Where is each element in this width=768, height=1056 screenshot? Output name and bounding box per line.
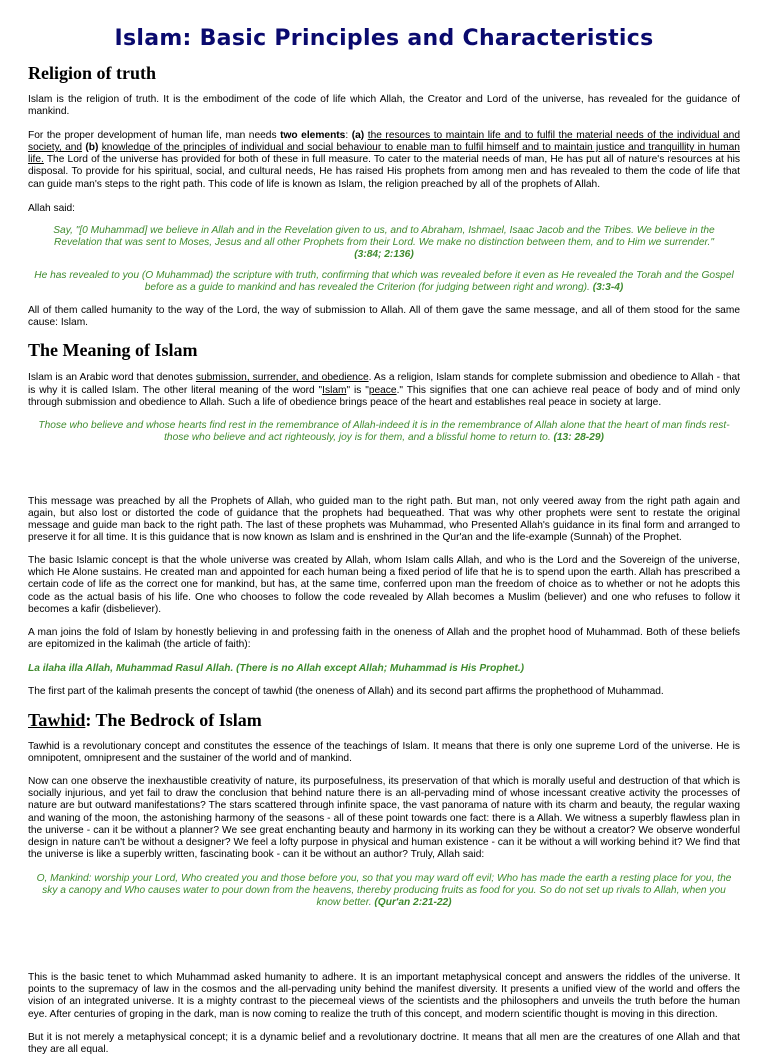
- heading-tawhid: [28, 709, 740, 731]
- paragraph: Islam is the religion of truth. It is the embodiment of the code of life which Allah, the Creator and Lord of the universe, has revealed for the guidance of mankind.: [28, 94, 740, 118]
- heading-meaning-of-islam: The Meaning of Islam: [28, 340, 198, 361]
- text: :: [345, 130, 352, 142]
- heading-text: : The Bedrock of Islam: [85, 710, 262, 731]
- quote-reference: (3:84; 2:136): [354, 248, 414, 260]
- quote-text: O, Mankind: worship your Lord, Who created you and those before you, so that you may ward off evil; Who has made the earth a resting place for you, the sky a canopy and Who causes water to pour down from the heavens, thereby producing fruits as food for you. So do not set up rivals to Allah, when you know better.: [36, 872, 732, 909]
- quote: [28, 873, 740, 909]
- kalimah: La ilaha illa Allah, Muhammad Rasul Allah. (There is no Allah except Allah; Muhammad is His Prophet.): [28, 662, 525, 674]
- paragraph: The first part of the kalimah presents the concept of tawhid (the oneness of Allah) and its second part affirms the prophethood of Muhammad.: [28, 686, 664, 697]
- bold-text: two elements: [280, 130, 346, 142]
- quote: [28, 420, 740, 444]
- heading-religion-of-truth: Religion of truth: [28, 63, 156, 83]
- quote-reference: (Qur'an 2:21-22): [374, 897, 452, 909]
- underlined-text: knowledge of the principles of individual and social behaviour to enable man to fulfil himself and to maintain justice and tranquillity in human life.: [28, 142, 740, 166]
- quote-reference: (13: 28-29): [553, 431, 604, 443]
- bold-text: (a): [351, 130, 365, 142]
- quote-text: Those who believe and whose hearts find rest in the remembrance of Allah-indeed it is in the remembrance of Allah alone that the heart of man finds rest-those who believe and act righteously, joy is for them, and a blissful home to return to.: [38, 419, 730, 443]
- paragraph: Now can one observe the inexhaustible creativity of nature, its purposefulness, its preservation of that which is morally useful and destruction of that which is socially injurious, and yet fail to draw the conclusion that behind nature there is an all-pervading mind of whose incessant creative activity the processes of nature are but outward manifestations? The stars scattered through infinite space, the vast panorama of nature with its charm and beauty, the regular waxing and waning of the moon, the astonishing harmony of the seasons - all of these point towards one fact: there is a Allah. We witness a superbly flawless plan in the universe - can it be without a planner? We see great enchanting beauty and harmony in its working can they be without a creator? We observe wonderful design in nature can't be without a designer? We feel a lofty purpose in physical and human existence - can it be without a will working behind it? We find that the universe is like a superbly written, fascinating book - can it be without an author? Truly, Allah said:: [28, 776, 740, 860]
- quote-text: Say, "[0 Muhammad] we believe in Allah and in the Revelation given to us, and to Abraham, Ishmael, Isaac Jacob and the Tribes. We believe in the Revelation that was sent to Moses, Jesus and all other Prophets from their Lord. We make no distinction between them, and to Him we surrender.": [53, 224, 715, 248]
- text: For the proper development of human life, man needs: [28, 130, 281, 142]
- page-title: Islam: Basic Principles and Characteristics: [114, 26, 654, 51]
- heading-underlined-word: Tawhid: [28, 710, 86, 731]
- quote: [28, 270, 740, 294]
- text: Islam is an Arabic word that denotes: [28, 372, 196, 384]
- paragraph: But it is not merely a metaphysical concept; it is a dynamic belief and a revolutionary doctrine. It means that all men are the creatures of one Allah and that they are all equal.: [28, 1031, 740, 1055]
- paragraph: [28, 372, 740, 408]
- bold-text: (b): [85, 142, 99, 154]
- paragraph: A man joins the fold of Islam by honestly believing in and professing faith in the oneness of Allah and the prophet hood of Muhammad. Both of these beliefs are epitomized in the kalimah (the article of faith):: [28, 626, 740, 650]
- text: . As a religion, Islam stands for complete submission and obedience to Allah - that is why it is called Islam. The other literal meaning of the word ": [28, 372, 740, 396]
- quote-reference: (3:3-4): [592, 282, 624, 294]
- paragraph: This is the basic tenet to which Muhammad asked humanity to adhere. It is an important metaphysical concept and answers the riddles of the universe. It points to the supremacy of law in the cosmos and the all-pervading unity behind the manifest diversity. It presents a unified view of the world and offers the vision of an integrated universe. It is a mighty contrast to the piecemeal views of the scientists and the philosophers and unveils the truth before the human eye. After centuries of groping in the dark, man is now coming to realize the truth of this concept, and modern scientific thought is moving in this direction.: [28, 972, 740, 1020]
- underlined-text: Islam: [322, 384, 347, 396]
- text: The Lord of the universe has provided for both of these in full measure. To cater to the material needs of man, He has put all of nature's resources at his disposal. To provide for his spiritual, social, and cultural needs, He has raised His prophets from among men and has revealed to them the code of life that can guide man's steps to the right path. This code of life is known as Islam, the religion preached by all of the prophets of Allah.: [28, 154, 740, 190]
- text: ." This signifies that one can achieve real peace of body and of mind only through submission and obedience to Allah. Such a life of obedience brings peace of the heart and establishes real peace in society at large.: [28, 384, 740, 408]
- underlined-text: peace: [368, 384, 397, 396]
- paragraph-two-elements: [28, 130, 740, 190]
- quote: [28, 225, 740, 261]
- text: " is ": [346, 384, 369, 396]
- paragraph: Tawhid is a revolutionary concept and constitutes the essence of the teachings of Islam. It means that there is only one supreme Lord of the universe. He is omnipotent, omnipresent and the sustainer of the world and of mankind.: [28, 741, 740, 765]
- paragraph: The basic Islamic concept is that the whole universe was created by Allah, whom Islam calls Allah, and who is the Lord and the Sovereign of the universe, which He Alone sustains. He created man and appointed for each human being a fixed period of life that he is to spend upon the earth. Allah has prescribed a certain code of life as the correct one for mankind, but has, at the same time, conferred upon man the freedom of choice as to whether or not he adopts this code as the actual basis of his life. One who chooses to follow the code revealed by Allah becomes a Muslim (believer) and one who refuses to follow it becomes a kafir (disbeliever).: [28, 555, 740, 615]
- quote-text: He has revealed to you (O Muhammad) the scripture with truth, confirming that which was revealed before it even as He revealed the Torah and the Gospel before as a guide to mankind and has revealed the Criterion (for judging between right and wrong).: [34, 270, 734, 294]
- paragraph: All of them called humanity to the way of the Lord, the way of submission to Allah. All of them gave the same message, and all of them stood for the same cause: Islam.: [28, 305, 740, 329]
- paragraph: This message was preached by all the Prophets of Allah, who guided man to the right path. But man, not only veered away from the right path again and again, but also lost or distorted the code of guidance that the prophets had bequeathed. That was why other prophets were sent to restate the original message and guide man back to the right path. The last of these prophets was Muhammad, who Presented Allah's guidance in its final form and arranged to preserve it for all time. It is this guidance that is now known as Islam and is enshrined in the Qur'an and the life-example (Sunnah) of the Prophet.: [28, 495, 740, 544]
- paragraph: Allah said:: [28, 202, 76, 214]
- underlined-text: submission, surrender, and obedience: [195, 372, 369, 384]
- underlined-text: the resources to maintain life and to fulfil the material needs of the individual and society, and: [28, 130, 741, 154]
